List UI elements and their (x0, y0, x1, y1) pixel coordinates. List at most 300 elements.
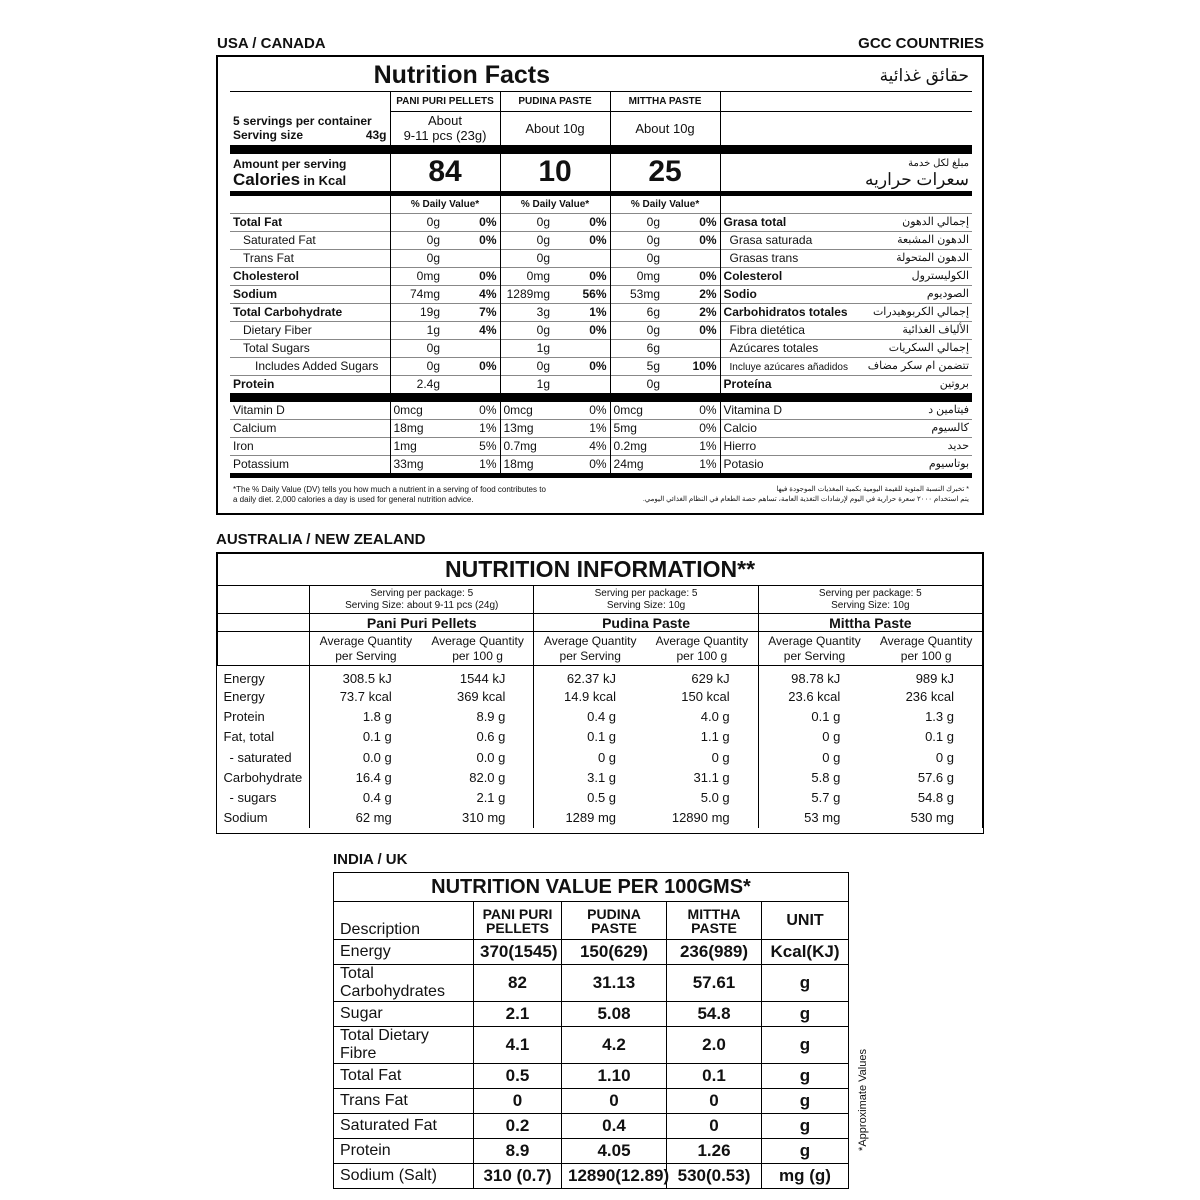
us-nutrient-row (230, 321, 972, 339)
us-vitamin-amount: 0mcg (610, 401, 663, 419)
us-nutrient-label: Protein (230, 375, 390, 397)
us-nutrient-dv (663, 375, 720, 397)
us-amount-arabic: مبلغ لكل خدمة (908, 158, 969, 169)
us-nutrient-amount: 1g (500, 375, 553, 397)
au-row-value: 3.1 g (587, 769, 617, 785)
au-row-value: 1544 kJ (422, 666, 534, 687)
au-row-label: Fat, total (218, 727, 310, 747)
india-row-value: 0 (474, 1089, 562, 1114)
us-nutrient-amount: 53mg (610, 285, 663, 303)
us-nutrient-amount: 74mg (390, 285, 443, 303)
india-row-unit: mg (g) (762, 1164, 849, 1189)
au-row-value: 0.0 g (362, 749, 392, 765)
us-nutrient-dv: 0% (553, 357, 610, 375)
india-row-value: 0 (667, 1114, 762, 1139)
au-row-value: 0 g (822, 749, 841, 765)
us-title-arabic: حقائق غذائية (879, 65, 969, 85)
us-vitamin-arabic: كالسيوم (931, 422, 969, 434)
au-row-value: 73.7 kcal (339, 688, 392, 704)
us-nutrient-arabic: الدهون المشبعة (897, 234, 969, 246)
us-vitamin-translation (720, 419, 972, 437)
au-row (218, 808, 983, 828)
us-nutrient-dv: 7% (443, 303, 500, 321)
au-row-value: 54.8 g (870, 787, 982, 807)
us-vitamin-spanish: Vitamina D (723, 402, 783, 417)
au-row-value: 62.37 kJ (566, 671, 617, 686)
us-nutrient-amount: 0g (610, 321, 663, 339)
us-calories-pudina: 10 (500, 149, 610, 193)
au-col-head-l2: per 100 g (900, 648, 952, 663)
us-nutrient-translation (720, 321, 972, 339)
india-row-value: 370(1545) (474, 940, 562, 965)
us-nutrient-spanish: Colesterol (723, 269, 783, 283)
us-vitamin-dv: 1% (443, 419, 500, 437)
us-nutrient-amount: 0g (390, 213, 443, 231)
au-col-head-l1: Average Quantity (543, 633, 637, 648)
au-col-head (534, 632, 646, 666)
us-nutrient-dv: 56% (553, 285, 610, 303)
india-product-pani-1: PANI PURI (482, 905, 553, 922)
us-vitamin-amount: 0mcg (500, 401, 553, 419)
us-nutrient-translation (720, 375, 972, 397)
india-row-value: 2.0 (667, 1027, 762, 1064)
au-col-head-l2: per 100 g (452, 648, 503, 663)
us-nutrient-arabic: الدهون المتحولة (896, 252, 969, 264)
us-nutrient-amount: 3g (500, 303, 553, 321)
au-row-value: 5.0 g (646, 787, 758, 807)
us-nutrient-spanish: Azúcares totales (729, 341, 819, 355)
au-row-value: 4.0 g (646, 706, 758, 726)
us-nutrition-facts-panel (216, 55, 984, 515)
au-row-value: 0.1 g (811, 708, 841, 724)
au-row-value: 82.0 g (422, 767, 534, 787)
au-row-value: 1.1 g (646, 727, 758, 747)
india-product-pudina-1: PUDINA (587, 905, 641, 922)
us-nutrient-row (230, 267, 972, 285)
au-row-value: 0.4 g (587, 708, 617, 724)
us-nutrient-spanish: Fibra dietética (729, 323, 805, 337)
us-nutrient-dv: 1% (553, 303, 610, 321)
us-nutrient-dv (663, 249, 720, 267)
us-title: Nutrition Facts (373, 61, 551, 90)
au-row-value: 31.1 g (646, 767, 758, 787)
us-nutrient-dv: 0% (553, 267, 610, 285)
au-col-head-l2: per 100 g (676, 648, 728, 663)
au-row-label: Protein (218, 706, 310, 726)
us-vitamin-dv: 0% (553, 455, 610, 475)
au-row-value: 0 g (646, 747, 758, 767)
us-vitamin-translation (720, 401, 972, 419)
us-footnote-2: a daily diet. 2,000 calories a day is used for general nutrition advice. (233, 495, 474, 504)
india-row (334, 1139, 849, 1164)
us-vitamin-label: Calcium (230, 419, 390, 437)
us-nutrient-row (230, 303, 972, 321)
india-row-unit: g (762, 1002, 849, 1027)
au-row-label: Sodium (218, 808, 310, 828)
us-nutrient-amount: 0g (500, 357, 553, 375)
us-vitamin-amount: 0.2mg (610, 437, 663, 455)
us-vitamin-label: Potassium (230, 455, 390, 475)
us-vitamin-amount: 13mg (500, 419, 553, 437)
india-row (334, 1114, 849, 1139)
us-calories-label: Calories (233, 169, 301, 189)
us-nutrient-row (230, 375, 972, 397)
india-row-value: 310 (0.7) (474, 1164, 562, 1189)
us-nutrient-dv (553, 375, 610, 397)
india-row-label: Trans Fat (334, 1089, 474, 1114)
au-row-label: - saturated (218, 747, 310, 767)
us-nutrient-amount: 5g (610, 357, 663, 375)
au-row-value: 310 mg (422, 808, 534, 828)
au-row-value: 0.5 g (587, 790, 617, 806)
us-nutrient-spanish: Grasa total (723, 215, 787, 229)
us-nutrient-label: Total Fat (230, 213, 390, 231)
us-vitamin-amount: 1mg (390, 437, 443, 455)
us-nutrient-dv: 0% (553, 213, 610, 231)
us-nutrient-amount: 0g (610, 213, 663, 231)
us-nutrient-dv (443, 249, 500, 267)
us-nutrient-amount: 0g (390, 339, 443, 357)
us-nutrient-row (230, 213, 972, 231)
region-usa-canada: USA / CANADA (217, 35, 326, 52)
india-row-value: 31.13 (562, 965, 667, 1002)
au-serving-pkg-pudina: Serving per package: 5 (594, 587, 698, 599)
us-nutrient-label: Dietary Fiber (230, 321, 390, 339)
us-nutrient-translation (720, 231, 972, 249)
au-serving-size-pani: Serving Size: about 9-11 pcs (24g) (345, 599, 499, 611)
india-row (334, 1089, 849, 1114)
au-row (218, 727, 983, 747)
au-row-value: 5.8 g (811, 769, 841, 785)
au-serving-pkg-pani: Serving per package: 5 (370, 587, 474, 599)
us-product-mittha: MITTHA PASTE (610, 91, 720, 111)
us-nutrient-row (230, 249, 972, 267)
au-row-value: 236 kcal (870, 686, 982, 706)
india-row (334, 940, 849, 965)
au-row (218, 666, 983, 687)
au-row-value: 8.9 g (422, 706, 534, 726)
au-row-label: - sugars (218, 787, 310, 807)
us-vitamin-dv: 4% (553, 437, 610, 455)
us-nutrient-amount: 6g (610, 339, 663, 357)
us-vitamin-arabic: بوتاسيوم (928, 458, 969, 470)
au-row (218, 706, 983, 726)
us-nutrient-dv: 4% (443, 285, 500, 303)
region-india-uk: INDIA / UK (333, 851, 408, 868)
india-row-value: 0.4 (562, 1114, 667, 1139)
us-nutrient-amount: 0g (500, 249, 553, 267)
au-row-value: 629 kJ (646, 666, 758, 687)
au-row-value: 530 mg (870, 808, 982, 828)
india-row-value: 5.08 (562, 1002, 667, 1027)
india-row-value: 0 (562, 1089, 667, 1114)
au-title: NUTRITION INFORMATION** (218, 554, 983, 586)
au-col-head (310, 632, 422, 666)
us-nutrient-label: Trans Fat (230, 249, 390, 267)
us-nutrient-amount: 0g (390, 249, 443, 267)
india-row-value: 8.9 (474, 1139, 562, 1164)
us-nutrient-label: Cholesterol (230, 267, 390, 285)
us-amount-per-serving: Amount per serving (233, 156, 347, 171)
au-row (218, 767, 983, 787)
au-row-value: 0 g (870, 747, 982, 767)
us-vitamin-row (230, 419, 972, 437)
us-nutrient-amount: 0g (500, 213, 553, 231)
au-row-label: Carbohydrate (218, 767, 310, 787)
us-vitamin-translation (720, 455, 972, 475)
au-product-pani-puri: Pani Puri Pellets (310, 614, 534, 632)
au-col-head-l1: Average Quantity (319, 633, 413, 648)
au-row-value: 0.4 g (362, 790, 392, 806)
us-nutrient-amount: 19g (390, 303, 443, 321)
us-nutrient-spanish: Grasa saturada (729, 233, 813, 247)
au-row (218, 747, 983, 767)
india-product-pudina-2: PASTE (591, 919, 637, 936)
india-row (334, 1002, 849, 1027)
au-row-value: 0 g (597, 749, 617, 765)
us-nutrient-arabic: إجمالي الدهون (902, 216, 969, 228)
us-nutrient-amount: 1g (500, 339, 553, 357)
au-row-value: 369 kcal (422, 686, 534, 706)
us-serving-about-pudina: About 10g (500, 111, 610, 149)
india-side-note: *Approximate Values (857, 1049, 869, 1151)
us-nutrient-amount: 6g (610, 303, 663, 321)
us-vitamin-dv: 0% (479, 402, 497, 417)
au-col-head-l2: per Serving (335, 648, 397, 663)
au-col-head (758, 632, 870, 666)
us-nutrient-dv: 2% (663, 303, 720, 321)
us-nutrient-label: Total Carbohydrate (230, 303, 390, 321)
au-serving-size-pudina: Serving Size: 10g (606, 599, 686, 611)
us-nutrient-dv: 0% (553, 321, 610, 339)
us-nutrient-spanish: Incluye azúcares añadidos (729, 362, 848, 373)
au-row-label: Energy (218, 666, 310, 687)
au-row-value: 16.4 g (355, 769, 392, 785)
us-serving-about-pani-2: 9-11 pcs (23g) (403, 128, 487, 143)
india-row-value: 4.2 (562, 1027, 667, 1064)
au-serving-pkg-mittha: Serving per package: 5 (818, 587, 922, 599)
au-col-head (870, 632, 982, 666)
us-nutrient-row (230, 285, 972, 303)
us-nutrient-dv (443, 339, 500, 357)
india-row-value: 236(989) (667, 940, 762, 965)
us-footnote-1: *The % Daily Value (DV) tells you how much a nutrient in a serving of food contributes to (233, 485, 546, 494)
us-vitamin-dv: 1% (443, 455, 500, 475)
region-gcc: GCC COUNTRIES (858, 35, 984, 52)
us-nutrient-row (230, 357, 972, 375)
au-row-value: 2.1 g (422, 787, 534, 807)
us-nutrient-arabic: تتضمن ام سكر مضاف (867, 360, 969, 372)
us-nutrient-label: Saturated Fat (230, 231, 390, 249)
au-col-head (646, 632, 758, 666)
india-row-label: Total Fat (334, 1064, 474, 1089)
au-row-value: 1.3 g (870, 706, 982, 726)
au-row-value: 62 mg (355, 810, 392, 826)
us-nutrient-translation (720, 303, 972, 321)
us-vitamin-row (230, 437, 972, 455)
us-nutrient-dv: 0% (553, 231, 610, 249)
us-serving-size-label: Serving size (233, 127, 304, 142)
us-nutrient-amount: 0g (610, 231, 663, 249)
india-row-label: Protein (334, 1139, 474, 1164)
au-row-value: 14.9 kcal (563, 688, 617, 704)
us-nutrient-amount: 0g (390, 231, 443, 249)
india-row-value: 12890(12.89) (562, 1164, 667, 1189)
us-vitamin-dv: 1% (663, 455, 720, 475)
us-nutrient-dv: 0% (663, 321, 720, 339)
us-vitamin-row (230, 455, 972, 475)
au-row (218, 787, 983, 807)
india-row (334, 1064, 849, 1089)
us-vitamin-amount: 33mg (390, 455, 443, 475)
au-row-value: 0.0 g (422, 747, 534, 767)
au-row-value: 0.1 g (587, 729, 617, 745)
au-product-mittha: Mittha Paste (758, 614, 982, 632)
au-nutrition-information-panel (216, 552, 984, 834)
us-vitamin-dv: 0% (699, 402, 717, 417)
us-vitamin-spanish: Potasio (723, 457, 764, 471)
us-dv-header-3: % Daily Value* (610, 193, 720, 213)
au-row-value: 0 g (822, 729, 841, 745)
india-row-unit: g (762, 1064, 849, 1089)
au-col-head-l2: per Serving (559, 648, 621, 663)
us-dv-header-2: % Daily Value* (500, 193, 610, 213)
au-nutrition-table (217, 553, 983, 828)
india-row-label: Total Dietary Fibre (334, 1027, 474, 1064)
us-nutrient-dv: 4% (443, 321, 500, 339)
us-vitamin-dv: 0% (663, 419, 720, 437)
us-nutrient-dv (443, 375, 500, 397)
us-vitamin-amount: 24mg (610, 455, 663, 475)
us-nutrient-dv: 0% (443, 267, 500, 285)
us-nutrient-translation (720, 213, 972, 231)
us-nutrient-arabic: الكوليسترول (911, 270, 969, 282)
au-col-head (422, 632, 534, 666)
us-nutrient-dv (553, 249, 610, 267)
us-calories-mittha: 25 (610, 149, 720, 193)
india-row-label: Saturated Fat (334, 1114, 474, 1139)
us-vitamin-label: Iron (230, 437, 390, 455)
us-vitamin-arabic: حديد (947, 440, 969, 452)
us-nutrient-label: Includes Added Sugars (230, 357, 390, 375)
us-nutrient-translation (720, 285, 972, 303)
us-product-pudina: PUDINA PASTE (500, 91, 610, 111)
au-row-value: 98.78 kJ (791, 671, 841, 686)
india-row-label: Energy (334, 940, 474, 965)
india-row-unit: g (762, 1139, 849, 1164)
india-side-note-wrap (853, 1044, 873, 1164)
us-nutrient-amount: 0g (500, 231, 553, 249)
au-row-value: 57.6 g (870, 767, 982, 787)
au-serving-size-mittha: Serving Size: 10g (831, 599, 910, 611)
au-row-value: 12890 mg (646, 808, 758, 828)
us-product-pani-puri: PANI PURI PELLETS (390, 91, 500, 111)
us-serving-about-pani-1: About (428, 113, 462, 128)
us-serving-about-mittha: About 10g (610, 111, 720, 149)
india-row-value: 0.5 (474, 1064, 562, 1089)
us-nutrient-arabic: الصوديوم (926, 288, 969, 300)
india-row-label: Sugar (334, 1002, 474, 1027)
us-vitamin-arabic: فيتامين د (928, 403, 969, 416)
au-col-head-l1: Average Quantity (768, 633, 861, 648)
us-nutrient-amount: 0g (390, 357, 443, 375)
us-vitamin-amount: 5mg (610, 419, 663, 437)
us-footnote-arabic-2: يتم استخدام ٢٠٠٠ سعرة حرارية في اليوم لإرشادات التغذية العامة، تساهم حصة الطعام في النظام الغذائي اليومي. (642, 496, 969, 503)
us-nutrient-dv: 0% (663, 231, 720, 249)
india-row-value: 150(629) (562, 940, 667, 965)
us-nutrient-spanish: Sodio (723, 287, 757, 301)
us-nutrient-amount: 0mg (610, 267, 663, 285)
au-row-value: 308.5 kJ (342, 671, 392, 686)
au-row-value: 989 kJ (870, 666, 982, 687)
us-calories-arabic: سعرات حراريه (865, 170, 969, 189)
us-nutrient-amount: 1g (390, 321, 443, 339)
india-product-mittha-1: MITTHA (687, 905, 741, 922)
us-vitamin-spanish: Hierro (723, 439, 757, 453)
us-nutrient-amount: 0mg (500, 267, 553, 285)
us-nutrient-arabic: إجمالي الكربوهيدرات (872, 306, 969, 318)
india-row-unit: g (762, 1027, 849, 1064)
india-row-value: 530(0.53) (667, 1164, 762, 1189)
india-row-value: 4.05 (562, 1139, 667, 1164)
us-nutrient-dv (663, 339, 720, 357)
us-nutrient-arabic: الألياف الغذائية (902, 324, 969, 336)
us-vitamin-dv: 1% (553, 419, 610, 437)
us-vitamin-dv: 0% (589, 402, 607, 417)
au-col-head-l1: Average Quantity (655, 633, 749, 648)
india-row-value: 57.61 (667, 965, 762, 1002)
us-vitamin-amount: 18mg (390, 419, 443, 437)
us-nutrient-translation (720, 267, 972, 285)
region-australia-nz: AUSTRALIA / NEW ZEALAND (216, 531, 426, 548)
us-nutrient-amount: 0mg (390, 267, 443, 285)
au-row-value: 0.1 g (870, 727, 982, 747)
us-nutrient-dv (553, 339, 610, 357)
india-product-mittha-2: PASTE (691, 919, 737, 936)
us-nutrient-translation (720, 339, 972, 357)
au-row (218, 686, 983, 706)
au-row-value: 0.6 g (422, 727, 534, 747)
au-product-pudina: Pudina Paste (534, 614, 758, 632)
india-nutrition-table (333, 872, 849, 1189)
india-row-value: 0.2 (474, 1114, 562, 1139)
au-row-value: 0.1 g (362, 729, 392, 745)
us-vitamin-spanish: Calcio (723, 421, 757, 435)
india-row (334, 1027, 849, 1064)
india-title: NUTRITION VALUE PER 100GMS* (334, 873, 849, 902)
us-nutrient-spanish: Grasas trans (729, 251, 799, 265)
au-row-label: Energy (218, 686, 310, 706)
india-row-value: 82 (474, 965, 562, 1002)
us-nutrient-dv: 0% (663, 267, 720, 285)
au-row-value: 1.8 g (362, 708, 392, 724)
us-nutrient-amount: 0g (610, 249, 663, 267)
us-nutrient-dv: 10% (663, 357, 720, 375)
us-servings-per-container: 5 servings per container (233, 113, 372, 128)
us-nutrition-table (230, 61, 972, 505)
au-row-value: 23.6 kcal (788, 688, 841, 704)
india-product-pani-2: PELLETS (485, 919, 549, 936)
india-row-value: 0.1 (667, 1064, 762, 1089)
us-nutrient-dv: 0% (443, 231, 500, 249)
us-nutrient-amount: 1289mg (500, 285, 553, 303)
india-row-unit: g (762, 1089, 849, 1114)
us-nutrient-arabic: بروتين (939, 378, 969, 390)
india-description-header: Description (334, 902, 474, 940)
us-nutrient-arabic: إجمالي السكريات (888, 342, 969, 354)
au-col-head-l2: per Serving (783, 648, 846, 663)
us-calories-pani-puri: 84 (390, 149, 500, 193)
